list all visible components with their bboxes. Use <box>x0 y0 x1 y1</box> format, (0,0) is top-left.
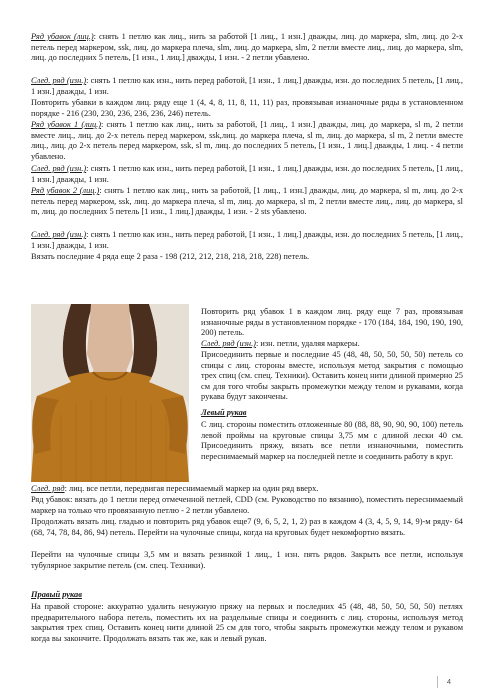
row-label: След. ряд (изн.) <box>31 76 87 85</box>
row-text: Перейти на чулочные спицы 3,5 мм и вязать резинкой 1 лиц., 1 изн. пять рядов. Закрыть все петли, используя тубулярное закрытие петель (см. спец. Техники). <box>31 550 463 570</box>
neck-skin <box>87 304 133 374</box>
paragraph-continue-stockinette <box>31 517 463 538</box>
row-text: : снять 1 петлю как лиц., нить за работой [1 лиц., 1 изн.] дважды, лиц. до маркера, slm, лиц. до 2-х петель перед маркером, ssk, лиц. до маркера плеча, slm, лиц. до маркера, slm, 2 петли вместе лиц., лиц. до маркера, slm, лиц. до последних 5 петель, [1 изн., 1 лиц.] дважды, 1 изн. - 2 петли убавлено. <box>31 32 464 63</box>
row-text: Повторить убавки в каждом лиц. ряду еще 1 (4, 4, 8, 11, 8, 11, 11) раз, провязывая изнаночные ряды в установленном порядке - 216 (230, 230, 236, 236, 236, 246) петель. <box>31 98 463 118</box>
row-text: Присоединить первые и последние 45 (48, 48, 50, 50, 50, 50) петель со спицы с лиц. стороны вместе, используя метод закрытия с помощью трех спиц (см. спец. Техники). Оставить конец нити длиной примерно 25 см для того чтобы закрыть промежутки между телом и рукавами, когда рукава будут закончены. <box>201 350 463 402</box>
sweater-photo-illustration <box>31 304 189 482</box>
row-text: : снять 1 петлю как изн., нить перед работой, [1 изн., 1 лиц.] дважды, изн. до последних 5 петель, [1 лиц., 1 изн.] дважды, 1 изн. <box>31 76 463 96</box>
row-label: След. ряд (изн.) <box>31 164 87 173</box>
paragraph-ribbing <box>31 550 463 571</box>
row-label: Ряд убавок 1 (лиц.) <box>31 120 102 129</box>
row-text: Ряд убавок: вязать до 1 петли перед отмеченной петлей, CDD (см. Руководство по вязанию), поместить переснимаемый маркер на только что провязанную петлю - 2 петли убавлено. <box>31 495 463 515</box>
row-label: След. ряд (изн.) <box>31 230 87 239</box>
paragraph-join-shoulders <box>201 350 463 403</box>
row-text: Повторить ряд убавок 1 в каждом лиц. ряду еще 7 раз, провязывая изнаночные ряды в установленном порядке - 170 (184, 184, 190, 190, 190, 200) петель. <box>201 307 463 338</box>
heading-left-sleeve: Левый рукав <box>201 408 247 417</box>
row-text: На правой стороне: аккуратно удалить ненужную пряжу на первых и последних 45 (48, 48, 50, 50, 50, 50) петлях предварительного набора петель, поместить их на раздельные спицы и соединить с лиц. стороны, используя метод закрытия трех спиц. Оставить конец нити длиной 25 см для того, чтобы закрыть промежутки между телом и рукавом когда вы закончите. Продолжать вязать так же, как и левый рукав. <box>31 602 463 643</box>
row-text: Продолжать вязать лиц. гладью и повторить ряд убавок еще7 (9, 6, 5, 2, 1, 2) раз в каждом 4 (3, 4, 5, 9, 14, 9)-м ряду- 64 (68, 74, 78, 84, 86, 94) петель. Перейти на чулочные спицы, когда на круговых будет некомфортно вязать. <box>31 517 463 537</box>
paragraph-ws-row-3 <box>31 230 463 251</box>
paragraph-dec-row-2 <box>31 186 463 218</box>
row-text: : снять 1 петлю как изн., нить перед работой, [1 изн., 1 лиц.] дважды, изн. до последних 5 петель, [1 лиц., 1 изн.] дважды, 1 изн. <box>31 230 463 250</box>
paragraph-right-sleeve <box>31 602 463 644</box>
row-text: С лиц. стороны поместить отложенные 80 (88, 88, 90, 90, 90, 100) петель левой проймы на круговые спицы 3,75 мм с длиной лески 40 см. Присоединить пряжу, вязать все петли изнаночными, поместить переснимаемый маркер на последней петле и соединить работу в круг. <box>201 420 463 461</box>
paragraph-next-row <box>31 484 463 495</box>
paragraph-ws-row-2 <box>31 164 463 185</box>
paragraph-repeat-dec <box>31 98 463 119</box>
row-text: : снять 1 петлю как лиц., нить за работой, [1 лиц., 1 изн.] дважды, лиц. до маркера, sl m, 2 петли вместе лиц., лиц. до 2-х петель перед маркером, ssk,лиц. до маркера плеча, sl m, лиц. до маркера, sl m, 2 петли вместе лиц., лиц. до 2-х петель перед маркером, ssk, sl m, лиц. до последних 5 петель, [1 изн., 1 лиц.] дважды, 1 лиц. - 4 петли убавлено. <box>31 120 463 161</box>
row-text: Вязать последние 4 ряда еще 2 раза - 198 (212, 212, 218, 218, 218, 228) петель. <box>31 252 310 261</box>
row-text: : лиц. все петли, передвигая переснимаемый маркер на один ряд вверх. <box>64 484 319 493</box>
row-label: След. ряд <box>31 484 65 493</box>
heading-right-sleeve: Правый рукав <box>31 590 82 599</box>
row-label: Ряд убавок 2 (лиц.) <box>31 186 100 195</box>
paragraph-ws-remove-markers <box>201 339 463 350</box>
page-number: 4 <box>437 676 460 688</box>
paragraph-dec-row <box>31 32 463 64</box>
paragraph-dec-row-1 <box>31 120 463 162</box>
paragraph-repeat-dec-1 <box>201 307 463 339</box>
row-label: Ряд убавок (лиц.) <box>31 32 94 41</box>
row-text: : снять 1 петлю как лиц., нить за работой, [1 лиц., 1 изн.] дважды, лиц. до маркера, sl m, лиц. до 2-х петель перед маркером, ssk, лиц. до маркера плеча, sl m, лиц. до маркера, sl m, 2 петли вместе лиц., лиц. до маркера, sl m, лиц. до последних 5 петель [1 изн., 1 лиц.] дважды, 1 изн. - 2 sts убавлено. <box>31 186 464 217</box>
row-text: : изн. петли, удаляя маркеры. <box>255 339 360 348</box>
paragraph-repeat-last-rows <box>31 252 463 263</box>
row-label: След. ряд (изн.) <box>201 339 256 348</box>
model-photo <box>31 304 189 482</box>
paragraph-left-sleeve-intro <box>201 420 463 462</box>
row-text: : снять 1 петлю как изн., нить перед работой, [1 изн., 1 лиц.] дважды, изн. до последних 5 петель, [1 лиц., 1 изн.] дважды, 1 изн. <box>31 164 463 184</box>
paragraph-dec-round <box>31 495 463 516</box>
paragraph-ws-row <box>31 76 463 97</box>
